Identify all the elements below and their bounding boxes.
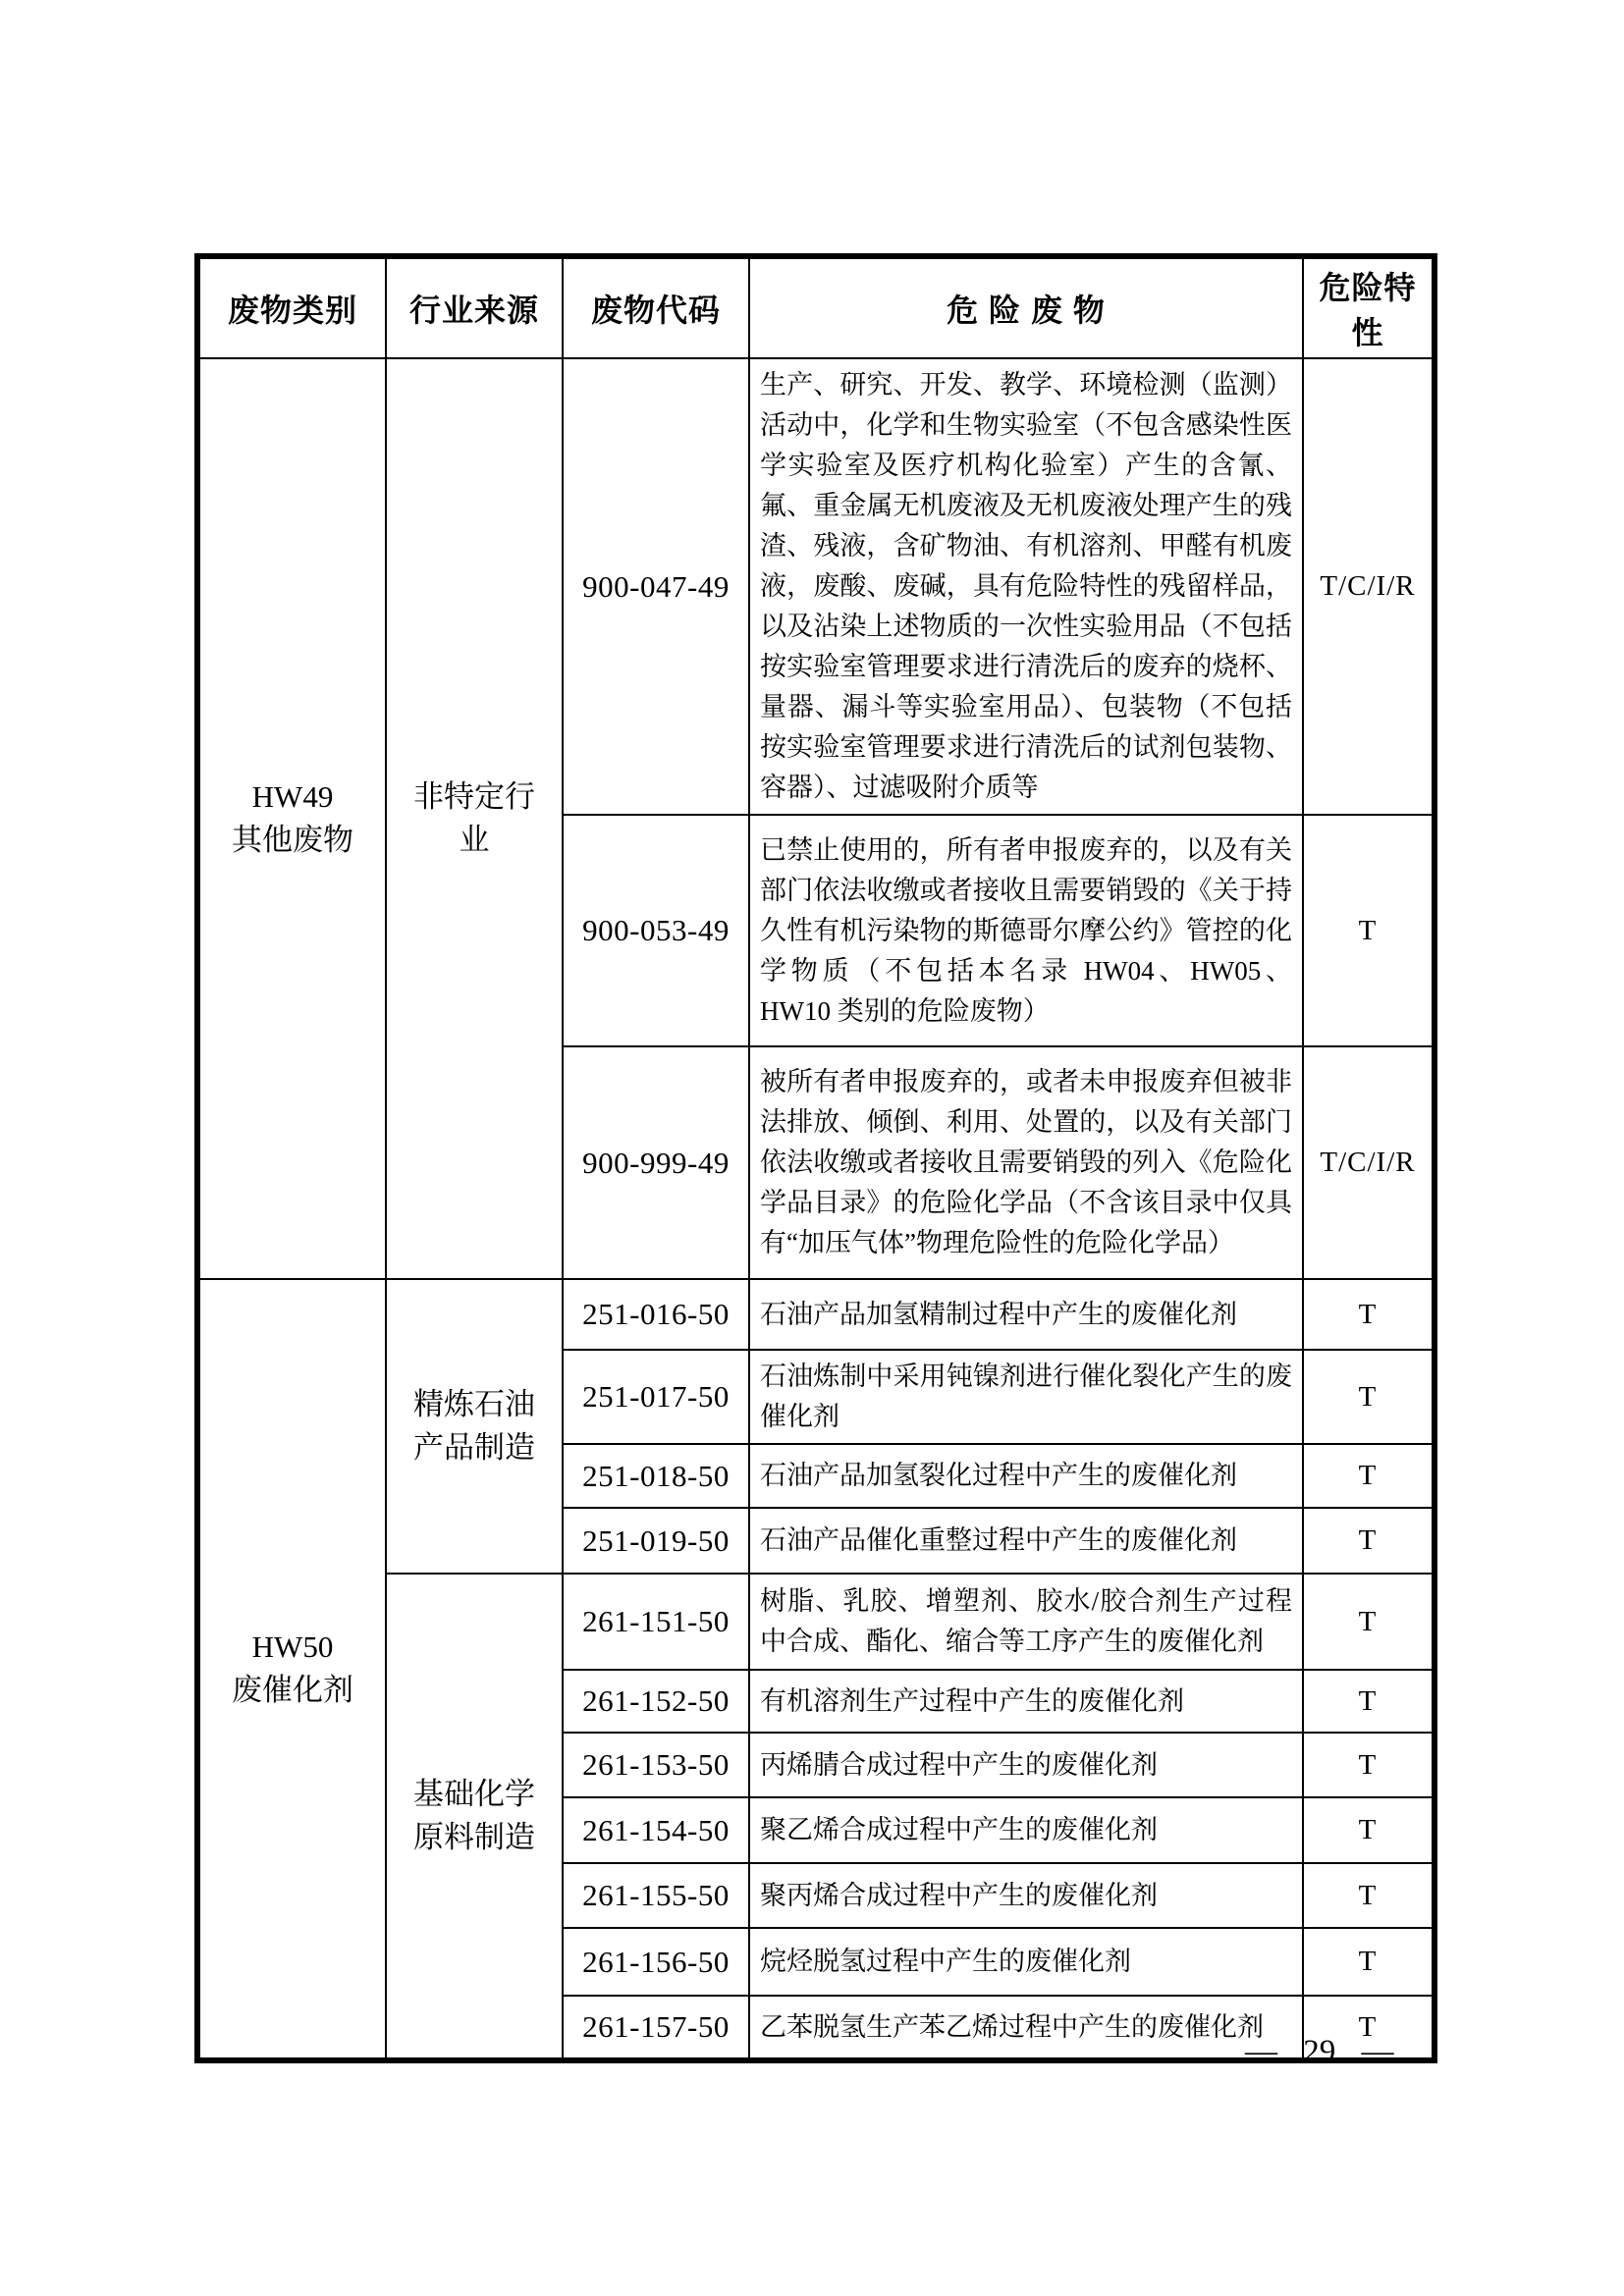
hazard-property-cell: T (1303, 1996, 1435, 2060)
waste-category-name: 其他废物 (232, 823, 353, 857)
waste-code-cell: 261-151-50 (563, 1574, 749, 1670)
hazard-property-cell: T (1303, 1279, 1435, 1350)
waste-code-cell: 251-016-50 (563, 1279, 749, 1350)
waste-code-cell: 261-154-50 (563, 1797, 749, 1863)
waste-description-cell: 有机溶剂生产过程中产生的废催化剂 (749, 1670, 1303, 1733)
hazard-property-cell: T (1303, 1444, 1435, 1508)
hazard-property-cell: T (1303, 1733, 1435, 1797)
waste-code-cell: 251-017-50 (563, 1350, 749, 1444)
waste-category-cell (197, 358, 386, 1279)
table-header-row (197, 256, 1435, 358)
waste-category-cell (197, 1279, 386, 2060)
waste-description-cell: 生产、研究、开发、教学、环境检测（监测）活动中，化学和生物实验室（不包含感染性医学实验室及医疗机构化验室）产生的含氰、氟、重金属无机废液及无机废液处理产生的残渣、残液，含矿物油、有机溶剂、甲醛有机废液，废酸、废碱，具有危险特性的残留样品，以及沾染上述物质的一次性实验用品（不包括按实验室管理要求进行清洗后的废弃的烧杯、量器、漏斗等实验室用品）、包装物（不包括按实验室管理要求进行清洗后的试剂包装物、容器）、过滤吸附介质等 (749, 358, 1303, 815)
waste-category-code: HW50 (251, 1629, 334, 1664)
col-header-waste-code: 废物代码 (563, 256, 749, 358)
waste-description-cell: 烷烃脱氢过程中产生的废催化剂 (749, 1928, 1303, 1996)
hazard-property-cell: T (1303, 1670, 1435, 1733)
waste-code-cell: 900-047-49 (563, 358, 749, 815)
hazard-property-cell: T (1303, 1928, 1435, 1996)
waste-category-name: 废催化剂 (232, 1673, 353, 1707)
waste-description-cell: 聚丙烯合成过程中产生的废催化剂 (749, 1863, 1303, 1928)
col-header-hazard-property: 危险特性 (1303, 256, 1435, 358)
waste-description-cell: 石油产品催化重整过程中产生的废催化剂 (749, 1508, 1303, 1574)
waste-code-cell: 261-153-50 (563, 1733, 749, 1797)
waste-code-cell: 251-019-50 (563, 1508, 749, 1574)
waste-category-code: HW49 (251, 779, 334, 814)
hazard-property-cell: T (1303, 1863, 1435, 1928)
waste-description-cell: 树脂、乳胶、增塑剂、胶水/胶合剂生产过程中合成、酯化、缩合等工序产生的废催化剂 (749, 1574, 1303, 1670)
hazard-property-cell: T/C/I/R (1303, 1046, 1435, 1279)
waste-description-cell: 已禁止使用的，所有者申报废弃的，以及有关部门依法收缴或者接收且需要销毁的《关于持久性有机污染物的斯德哥尔摩公约》管控的化学物质（不包括本名录 HW04、HW05、HW10 类别的危险废物） (749, 815, 1303, 1046)
waste-description-cell: 丙烯腈合成过程中产生的废催化剂 (749, 1733, 1303, 1797)
col-header-hazardous-waste: 危 险 废 物 (749, 256, 1303, 358)
table-row (197, 358, 1435, 815)
hazard-property-cell: T (1303, 815, 1435, 1046)
waste-description-cell: 石油炼制中采用钝镍剂进行催化裂化产生的废催化剂 (749, 1350, 1303, 1444)
waste-code-cell: 261-156-50 (563, 1928, 749, 1996)
waste-code-cell: 261-157-50 (563, 1996, 749, 2060)
table-row (197, 1279, 1435, 1350)
waste-code-cell: 900-999-49 (563, 1046, 749, 1279)
waste-description-cell: 聚乙烯合成过程中产生的废催化剂 (749, 1797, 1303, 1863)
industry-source-cell: 基础化学原料制造 (386, 1574, 563, 2060)
waste-code-cell: 251-018-50 (563, 1444, 749, 1508)
hazard-property-cell: T (1303, 1797, 1435, 1863)
industry-source-cell: 非特定行业 (386, 358, 563, 1279)
hazard-property-cell: T/C/I/R (1303, 358, 1435, 815)
waste-code-cell: 261-152-50 (563, 1670, 749, 1733)
waste-description-cell: 被所有者申报废弃的，或者未申报废弃但被非法排放、倾倒、利用、处置的，以及有关部门依法收缴或者接收且需要销毁的列入《危险化学品目录》的危险化学品（不含该目录中仅具有“加压气体”物理危险性的危险化学品） (749, 1046, 1303, 1279)
page-number: — 29 — (1245, 2034, 1394, 2069)
waste-description-cell: 石油产品加氢精制过程中产生的废催化剂 (749, 1279, 1303, 1350)
hazardous-waste-table (194, 253, 1437, 2063)
waste-code-cell: 900-053-49 (563, 815, 749, 1046)
waste-description-cell: 石油产品加氢裂化过程中产生的废催化剂 (749, 1444, 1303, 1508)
col-header-industry-source: 行业来源 (386, 256, 563, 358)
hazard-property-cell: T (1303, 1574, 1435, 1670)
hazard-property-cell: T (1303, 1350, 1435, 1444)
industry-source-cell: 精炼石油产品制造 (386, 1279, 563, 1574)
waste-description-cell: 乙苯脱氢生产苯乙烯过程中产生的废催化剂 (749, 1996, 1303, 2060)
waste-code-cell: 261-155-50 (563, 1863, 749, 1928)
hazard-property-cell: T (1303, 1508, 1435, 1574)
col-header-waste-category: 废物类别 (197, 256, 386, 358)
